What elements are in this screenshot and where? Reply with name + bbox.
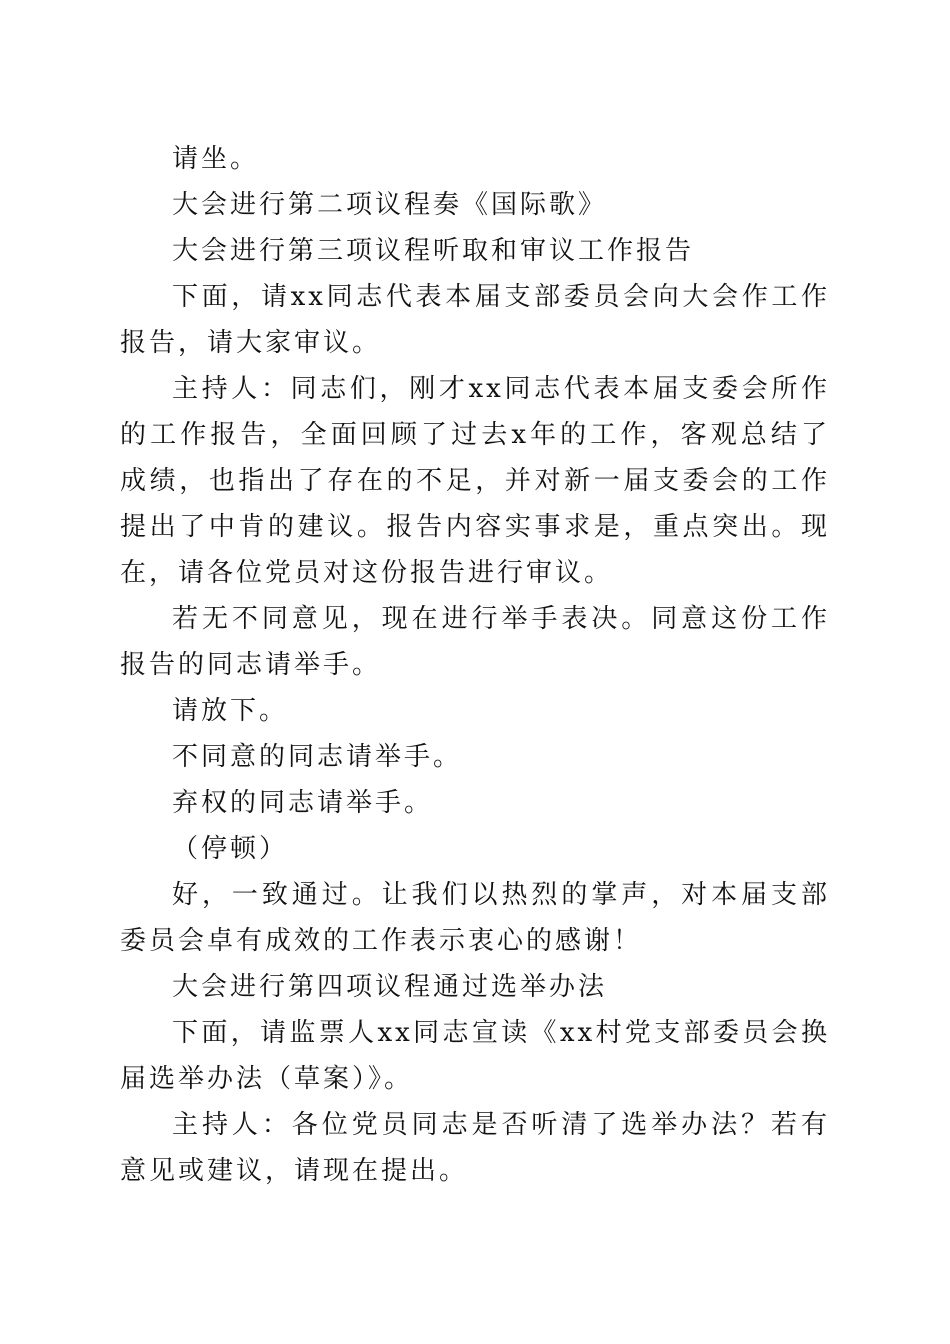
paragraph: 请坐。 [172, 144, 260, 174]
paragraph: 弃权的同志请举手。 [172, 788, 434, 818]
paragraph: 下面，请xx同志代表本届支部委员会向大会作工作报告，请大家审议。 [120, 282, 830, 358]
paragraph: 大会进行第三项议程听取和审议工作报告 [172, 236, 695, 266]
paragraph: 主持人：各位党员同志是否听清了选举办法？若有意见或建议，请现在提出。 [120, 1110, 830, 1186]
paragraph: 下面，请监票人xx同志宣读《xx村党支部委员会换届选举办法（草案）》。 [120, 1018, 830, 1094]
paragraph: 大会进行第二项议程奏《国际歌》 [172, 190, 608, 220]
paragraph: 请放下。 [172, 696, 289, 726]
paragraph: 好，一致通过。让我们以热烈的掌声，对本届支部委员会卓有成效的工作表示衷心的感谢！ [120, 880, 830, 956]
paragraph: （停顿） [172, 834, 289, 864]
paragraph: 若无不同意见，现在进行举手表决。同意这份工作报告的同志请举手。 [120, 604, 830, 680]
paragraph: 主持人：同志们，刚才xx同志代表本届支委会所作的工作报告，全面回顾了过去x年的工作，客观总结了成绩，也指出了存在的不足，并对新一届支委会的工作提出了中肯的建议。报告内容实事求是，重点突出。现在，请各位党员对这份报告进行审议。 [120, 374, 830, 588]
paragraph: 大会进行第四项议程通过选举办法 [172, 972, 608, 1002]
paragraph: 不同意的同志请举手。 [172, 742, 463, 772]
document-body [120, 136, 830, 1194]
